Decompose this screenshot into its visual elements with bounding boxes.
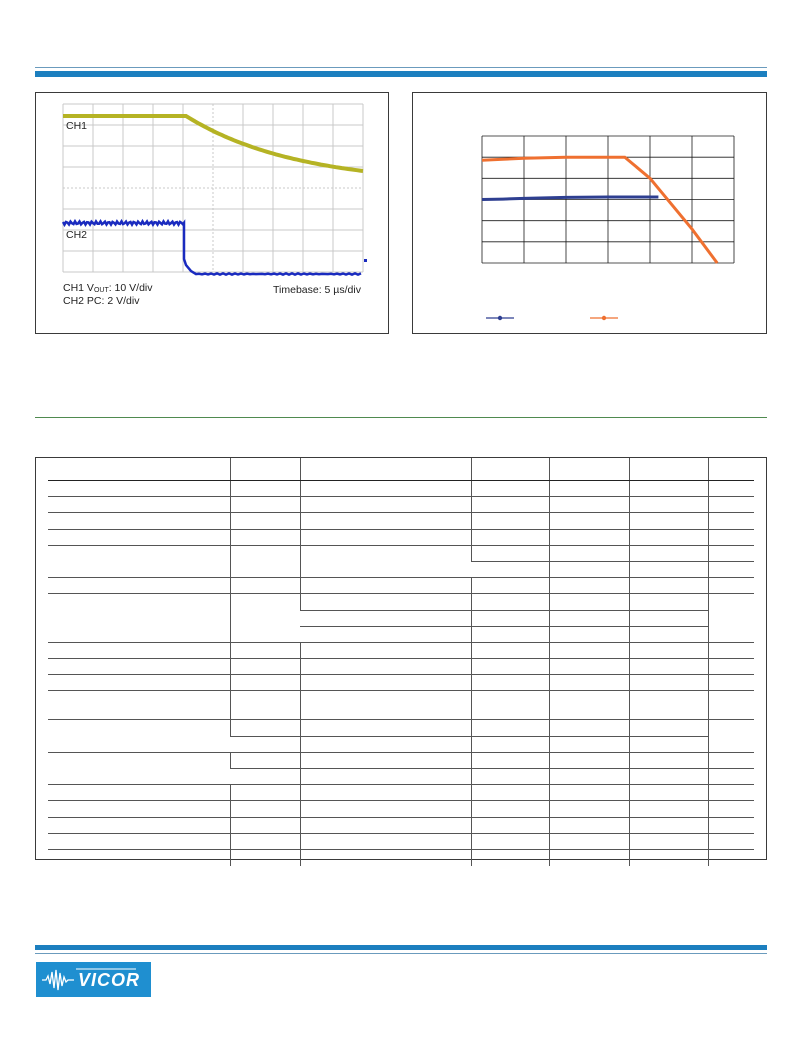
legend-series-2-marker	[602, 316, 606, 320]
table-row	[48, 497, 754, 513]
ch1-label: CH1	[66, 120, 88, 132]
ch2-scale: CH2 PC: 2 V/div	[63, 295, 140, 307]
header-thin-rule	[35, 67, 767, 68]
table-row	[48, 675, 754, 691]
table-row	[48, 513, 754, 529]
scope-panel	[35, 92, 389, 334]
derating-chart	[413, 93, 768, 335]
ch1-scale: CH1 $V_{OUT}$: 10 V/div	[63, 282, 153, 294]
series-2-line	[482, 157, 717, 263]
table-row	[48, 529, 754, 545]
table-row	[48, 849, 754, 866]
timebase: Timebase: 5 µs/div	[273, 284, 361, 296]
legend	[486, 316, 618, 320]
table-row	[48, 545, 754, 561]
spec-table	[48, 458, 754, 866]
ch2-waveform	[63, 221, 361, 274]
table-row	[48, 578, 754, 594]
table-row	[48, 801, 754, 817]
table-row	[48, 752, 754, 768]
table-row	[48, 481, 754, 497]
legend-series-1-marker	[498, 316, 502, 320]
footer-thin-rule	[35, 953, 767, 954]
table-row	[48, 785, 754, 801]
footer-blue-rule	[35, 945, 767, 950]
header-blue-rule	[35, 71, 767, 77]
chart-panel	[412, 92, 767, 334]
table-row	[48, 594, 754, 610]
table-row	[48, 659, 754, 675]
ch2-label: CH2	[66, 229, 88, 241]
table-header-row	[48, 458, 754, 481]
table-row	[48, 691, 754, 720]
table-row	[48, 720, 754, 736]
vicor-logo	[36, 962, 151, 997]
section-divider	[35, 417, 767, 418]
logo-wordmark: VICOR	[78, 970, 141, 990]
table-row	[48, 642, 754, 658]
ch2-marker	[364, 259, 367, 262]
table-row	[48, 833, 754, 849]
table-row	[48, 817, 754, 833]
